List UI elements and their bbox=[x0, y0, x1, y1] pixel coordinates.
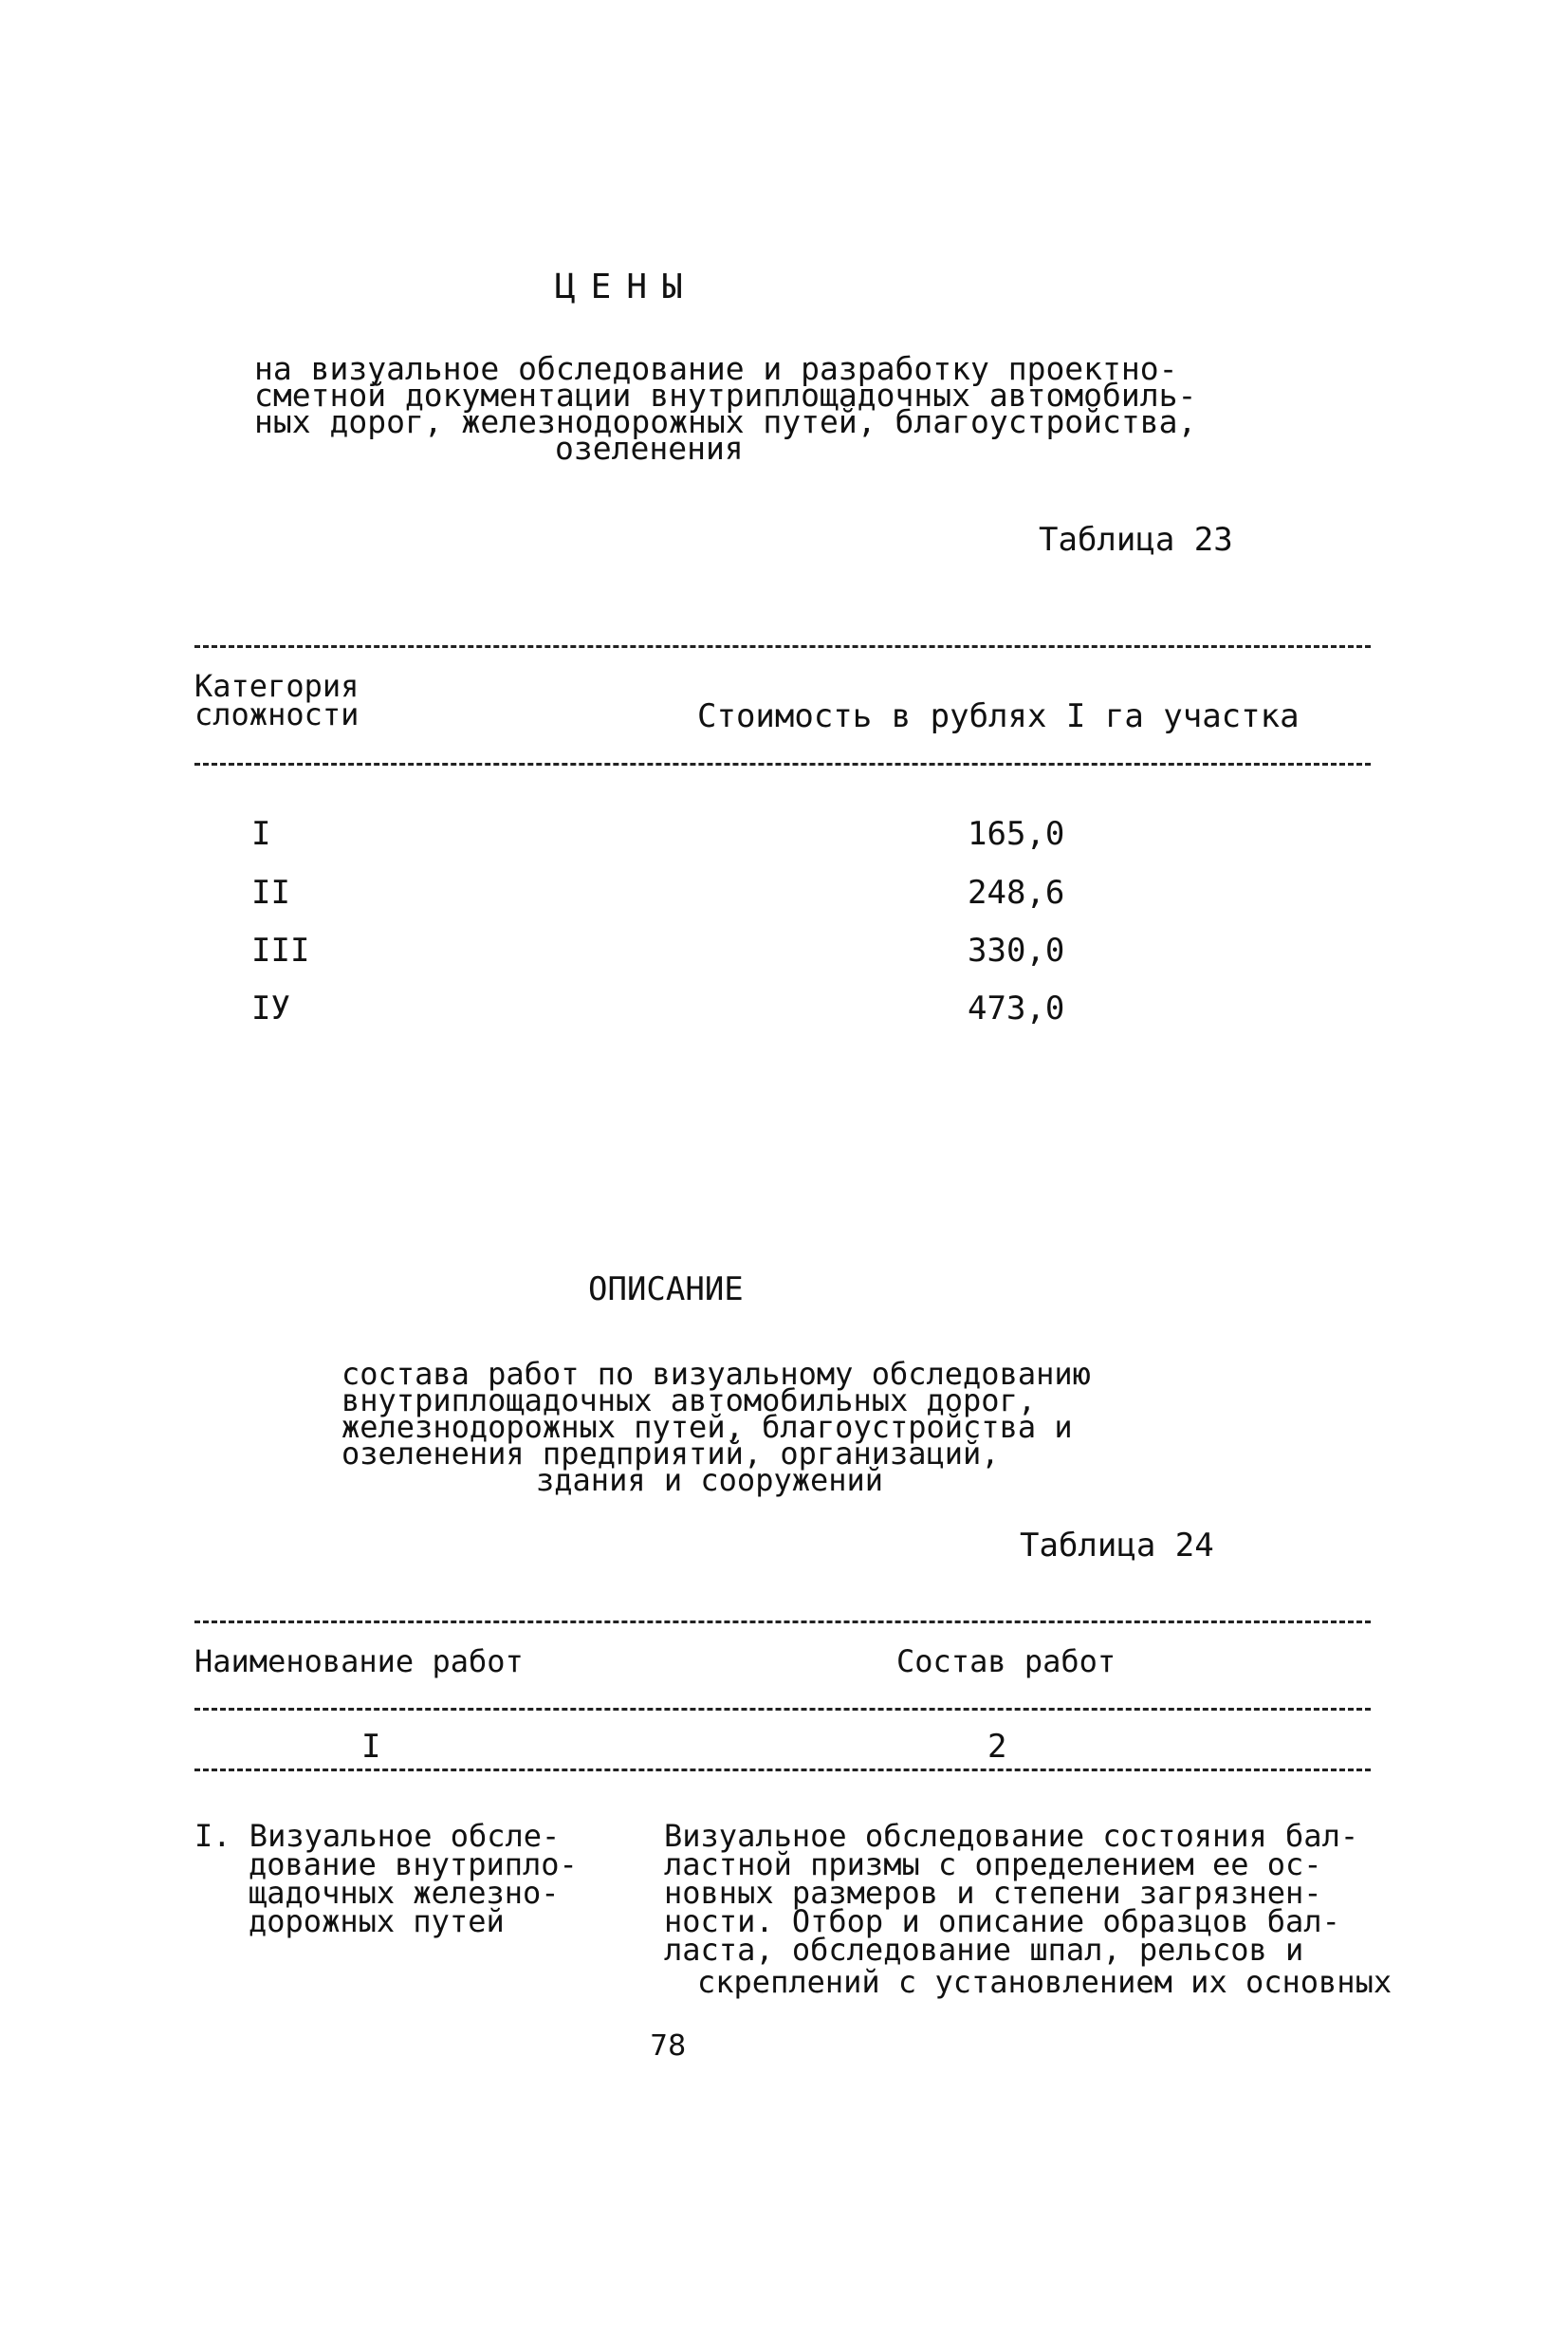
table24-row1-name-line-3: щадочных железно- bbox=[249, 1875, 560, 1911]
section1-subtitle-line-4: озеленения bbox=[555, 430, 744, 467]
section2-subtitle-line-1: состава работ по визуальному обследованию bbox=[341, 1356, 1091, 1392]
table23-row-4-category: IУ bbox=[251, 990, 290, 1028]
table24-col1-number: I bbox=[356, 1731, 386, 1763]
table24-row1-content-line-3: новных размеров и степени загрязнен- bbox=[664, 1875, 1322, 1911]
table24-label: Таблица 24 bbox=[1020, 1527, 1214, 1565]
table23-row-3-cost: 330,0 bbox=[968, 932, 1065, 970]
section1-subtitle-line-1: на визуальное обследование и разработку проектно- bbox=[254, 350, 1178, 387]
section2-subtitle-line-5: здания и сооружений bbox=[536, 1462, 884, 1498]
table23-col2-header: Стоимость в рублях I га участка bbox=[697, 697, 1300, 735]
table24-number-rule bbox=[194, 1769, 1371, 1771]
table23-row-2-cost: 248,6 bbox=[968, 874, 1065, 912]
section1-subtitle-line-2: сметной документации внутриплощадочных автомобиль- bbox=[254, 377, 1197, 414]
table24-row1-content-line-1: Визуальное обследование состояния бал- bbox=[664, 1818, 1359, 1854]
table23-label: Таблица 23 bbox=[1039, 521, 1233, 559]
table24-header-rule bbox=[194, 1708, 1371, 1711]
table24-row1-name-line-2: дование внутрипло- bbox=[249, 1846, 578, 1882]
table24-row1-content-line-2: ластной призмы с определением ее ос- bbox=[664, 1846, 1322, 1882]
table24-row1-content-line-5: ласта, обследование шпал, рельсов и bbox=[664, 1932, 1304, 1968]
table23-row-1-category: I bbox=[251, 815, 271, 853]
table23-row-1-cost: 165,0 bbox=[968, 815, 1065, 853]
table23-row-3-category: III bbox=[251, 932, 310, 970]
table24-col2-number: 2 bbox=[982, 1731, 1012, 1763]
table24-row1-name-line-1: I. Визуальное обсле- bbox=[194, 1818, 561, 1854]
table24-row1-content-line-6: скреплений с установлением их основных bbox=[697, 1964, 1393, 2000]
table24-row1-content-line-4: ности. Отбор и описание образцов бал- bbox=[664, 1903, 1340, 1939]
table23-col1-header-line-2: сложности bbox=[194, 696, 360, 732]
section2-subtitle-line-4: озеленения предприятий, организаций, bbox=[341, 1435, 1000, 1472]
table24-col2-header: Состав работ bbox=[896, 1643, 1116, 1679]
section1-subtitle-line-3: ных дорог, железнодорожных путей, благоустройства, bbox=[254, 403, 1197, 440]
table24-row1-name-line-4: дорожных путей bbox=[249, 1903, 505, 1939]
table23-top-rule bbox=[194, 645, 1371, 648]
table23-col1-header-line-1: Категория bbox=[194, 668, 360, 704]
table23-row-4-cost: 473,0 bbox=[968, 990, 1065, 1028]
table23-row-2-category: II bbox=[251, 874, 290, 912]
table23-header-rule bbox=[194, 763, 1371, 766]
section2-title: ОПИСАНИЕ bbox=[588, 1270, 744, 1308]
section2-subtitle-line-2: внутриплощадочных автомобильных дорог, bbox=[341, 1382, 1037, 1418]
table24-col1-header: Наименование работ bbox=[194, 1643, 524, 1679]
table24-top-rule bbox=[194, 1620, 1371, 1623]
page-number: 78 bbox=[650, 2029, 687, 2063]
section1-title: ЦЕНЫ bbox=[555, 268, 698, 306]
section2-subtitle-line-3: железнодорожных путей, благоустройства и bbox=[341, 1409, 1073, 1445]
